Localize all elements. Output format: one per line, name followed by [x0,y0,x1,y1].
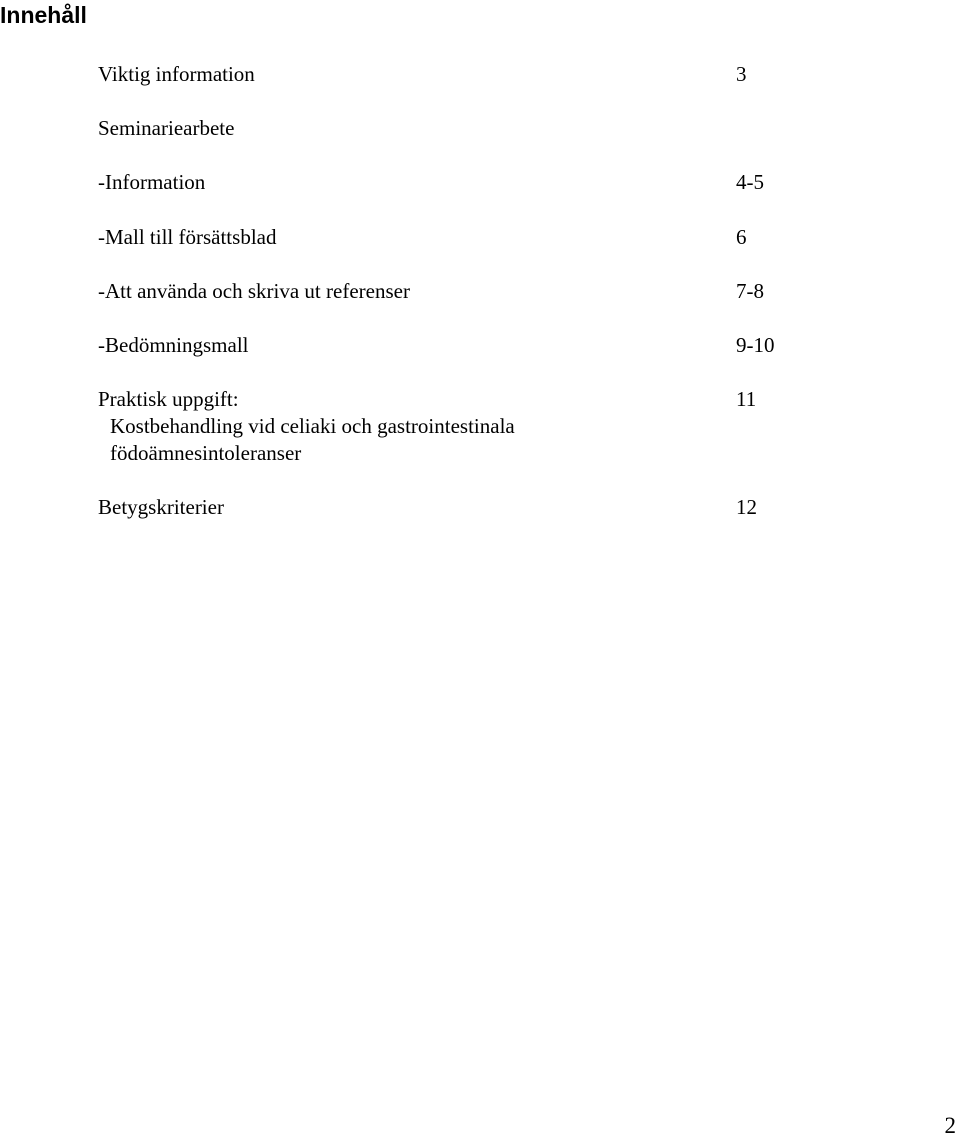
toc-entry-page: 9-10 [736,333,775,357]
toc-entry-label: -Att använda och skriva ut referenser [98,279,410,303]
toc-entry-subtitle: Kostbehandling vid celiaki och gastrointestinala [110,414,515,438]
toc-entry-label: Betygskriterier [98,495,224,519]
toc-entry-label: Viktig information [98,62,255,86]
toc-entry-label: -Information [98,170,206,194]
toc-entry-label: Praktisk uppgift: [98,387,239,411]
toc-entry-label: -Mall till försättsblad [98,225,277,249]
toc-entry-subtitle: födoämnesintoleranser [110,441,302,465]
toc-entry-page: 6 [736,225,747,249]
toc-entry-page: 12 [736,495,757,519]
toc-entry-page: 4-5 [736,170,764,194]
page-number: 2 [944,1113,956,1138]
toc-entry-page: 11 [736,387,757,411]
toc-entry-page: 7-8 [736,279,764,303]
toc-entry-label: -Bedömningsmall [98,333,249,357]
toc-entry-label: Seminariearbete [98,116,235,140]
toc-entry-page: 3 [736,62,747,86]
page-title: Innehåll [0,2,87,28]
